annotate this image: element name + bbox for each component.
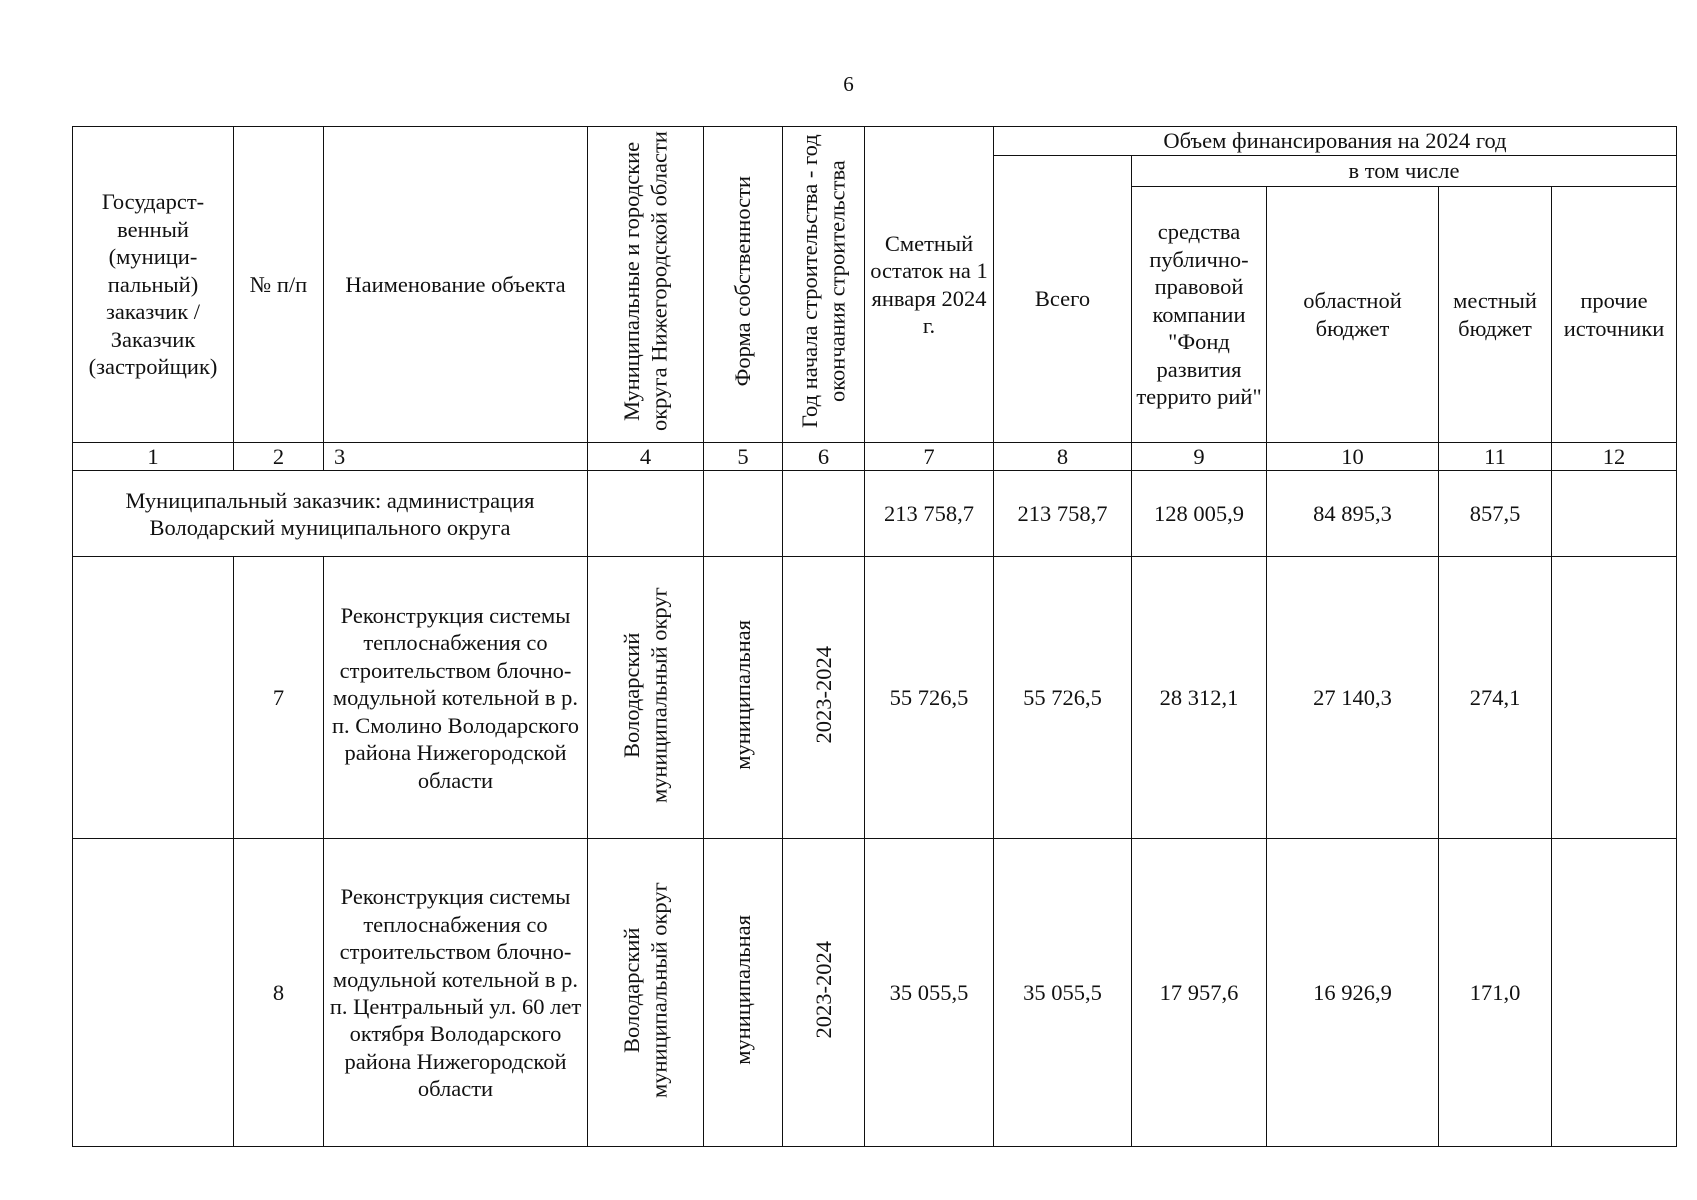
row-estimate: 35 055,5 (865, 839, 994, 1147)
summary-estimate: 213 758,7 (865, 471, 994, 557)
summary-row (73, 471, 1677, 557)
column-number: 8 (994, 443, 1132, 471)
header-ownership: Форма собственности (730, 176, 756, 387)
row-years-cell (783, 557, 865, 839)
summary-empty (588, 471, 704, 557)
row-regional: 16 926,9 (1267, 839, 1439, 1147)
header-municipality: Муниципальные и городские округа Нижегородской области (619, 131, 672, 432)
row-num: 8 (234, 839, 324, 1147)
row-fund: 17 957,6 (1132, 839, 1267, 1147)
column-number: 5 (704, 443, 783, 471)
header-years-cell (783, 127, 865, 443)
header-object-name: Наименование объекта (324, 127, 588, 443)
column-numbers-row (73, 443, 1677, 471)
column-number: 7 (865, 443, 994, 471)
page-number: 6 (843, 72, 854, 96)
row-municipality-cell (588, 557, 704, 839)
header-regional: областной бюджет (1267, 187, 1439, 443)
row-ownership-cell (704, 839, 783, 1147)
table-row (73, 557, 1677, 839)
header-including: в том числе (1132, 156, 1677, 187)
row-object-name: Реконструкция системы теплоснабжения со строительством блочно-модульной котельной в р. п. Центральный ул. 60 лет октября Володарского района Нижегородской области (324, 839, 588, 1147)
row-ownership: муниципальная (730, 914, 756, 1065)
column-number: 10 (1267, 443, 1439, 471)
table-row (73, 839, 1677, 1147)
header-local: местный бюджет (1439, 187, 1552, 443)
row-other (1552, 557, 1677, 839)
row-ownership: муниципальная (730, 619, 756, 770)
summary-empty (783, 471, 865, 557)
row-total: 35 055,5 (994, 839, 1132, 1147)
row-customer (73, 839, 234, 1147)
row-regional: 27 140,3 (1267, 557, 1439, 839)
header-ownership-cell (704, 127, 783, 443)
header-num: № п/п (234, 127, 324, 443)
column-number: 6 (783, 443, 865, 471)
row-local: 274,1 (1439, 557, 1552, 839)
summary-local: 857,5 (1439, 471, 1552, 557)
summary-label: Муниципальный заказчик: администрация Володарский муниципального округа (73, 471, 588, 557)
column-number: 4 (588, 443, 704, 471)
row-other (1552, 839, 1677, 1147)
summary-fund: 128 005,9 (1132, 471, 1267, 557)
summary-total: 213 758,7 (994, 471, 1132, 557)
column-number: 2 (234, 443, 324, 471)
header-municipality-cell (588, 127, 704, 443)
summary-other (1552, 471, 1677, 557)
row-municipality-cell (588, 839, 704, 1147)
column-number: 1 (73, 443, 234, 471)
row-local: 171,0 (1439, 839, 1552, 1147)
financing-table (72, 126, 1677, 1147)
header-fund: средства публично-правовой компании "Фонд развития террито рий" (1132, 187, 1267, 443)
row-ownership-cell (704, 557, 783, 839)
column-number: 3 (324, 443, 588, 471)
row-fund: 28 312,1 (1132, 557, 1267, 839)
row-estimate: 55 726,5 (865, 557, 994, 839)
header-other: прочие источники (1552, 187, 1677, 443)
row-years: 2023-2024 (810, 940, 836, 1039)
header-financing-group: Объем финансирования на 2024 год (994, 127, 1677, 156)
row-years: 2023-2024 (810, 645, 836, 744)
row-municipality: Володарский муниципальный округ (619, 586, 672, 803)
row-years-cell (783, 839, 865, 1147)
header-total: Всего (994, 156, 1132, 443)
header-customer: Государст-венный (муници-пальный) заказчик / Заказчик (застройщик) (73, 127, 234, 443)
row-object-name: Реконструкция системы теплоснабжения со строительством блочно-модульной котельной в р. п. Смолино Володарского района Нижегородской области (324, 557, 588, 839)
column-number: 12 (1552, 443, 1677, 471)
row-municipality: Володарский муниципальный округ (619, 881, 672, 1098)
column-number: 11 (1439, 443, 1552, 471)
row-customer (73, 557, 234, 839)
summary-regional: 84 895,3 (1267, 471, 1439, 557)
header-estimate: Сметный остаток на 1 января 2024 г. (865, 127, 994, 443)
header-years: Год начала строительства - год окончания строительства (797, 134, 850, 429)
column-number: 9 (1132, 443, 1267, 471)
summary-empty (704, 471, 783, 557)
row-num: 7 (234, 557, 324, 839)
row-total: 55 726,5 (994, 557, 1132, 839)
